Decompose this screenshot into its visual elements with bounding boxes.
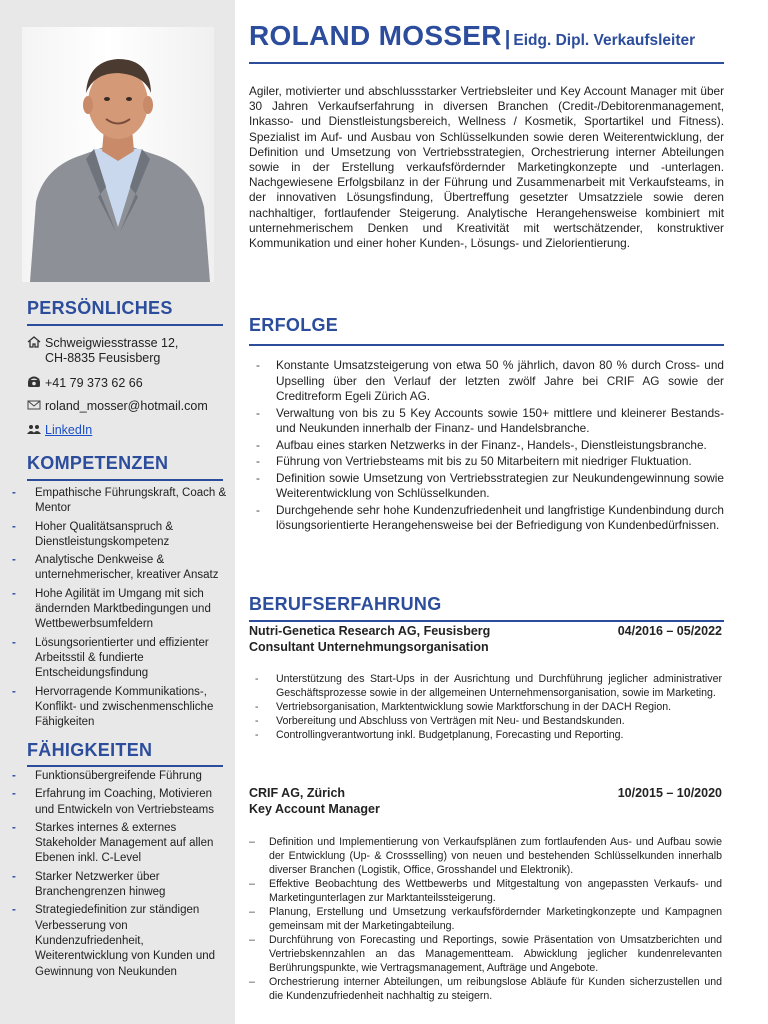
profile-photo (22, 27, 214, 282)
list-item: - Empathische Führungskraft, Coach & Mentor (12, 486, 230, 517)
list-item: - Starker Netzwerker über Branchengrenzen hinweg (12, 870, 230, 901)
page-header (249, 20, 695, 52)
candidate-title: Eidg. Dipl. Verkaufsleiter (513, 32, 696, 49)
list-item: - Durchgehende sehr hohe Kundenzufriedenheit und langfristige Kundenbindung durch lösungsorientierte Herangehensweise bei der Befriedigung von Kundenbedürfnissen. (249, 503, 724, 534)
skills-heading: FÄHIGKEITEN (27, 740, 153, 760)
list-item: - Hervorragende Kommunikations-, Konflikt- und zwischenmenschliche Fähigkeiten (12, 685, 230, 731)
home-icon (27, 336, 41, 348)
email-row (27, 399, 208, 414)
job-dates: 10/2015 – 10/2020 (617, 786, 722, 800)
linkedin-link[interactable]: LinkedIn (45, 423, 93, 437)
list-item: - Vorbereitung und Abschluss von Verträgen mit Neu- und Bestandskunden. (249, 714, 722, 728)
phone-icon (27, 376, 41, 388)
job-header (249, 623, 722, 655)
sidebar (0, 0, 235, 1024)
job-role: Key Account Manager (249, 802, 380, 816)
experience-heading: BERUFSERFAHRUNG (249, 594, 442, 614)
competencies-divider (27, 479, 223, 481)
list-item: - Controllingverantwortung inkl. Budgetplanung, Forecasting und Reporting. (249, 728, 722, 742)
list-item: – Effektive Beobachtung des Wettbewerbs und Mitgestaltung von angepassten Verkaufs- und Marketingunterlagen zur Marktanteilssteigerung. (249, 877, 722, 905)
list-item: - Definition sowie Umsetzung von Vertriebsstrategien zur Neukundengewinnung sowie Weiterentwicklung von Schlüsselkunden. (249, 471, 724, 502)
list-item: - Funktionsübergreifende Führung (12, 769, 230, 784)
achievements-divider (249, 344, 724, 346)
people-icon (27, 423, 41, 435)
list-item: - Lösungsorientierter und effizienter Arbeitsstil & fundierte Entscheidungsfindung (12, 636, 230, 682)
list-item: - Führung von Vertriebsteams mit bis zu 50 Mitarbeitern mit niedriger Fluktuation. (249, 454, 724, 470)
list-item: - Erfahrung im Coaching, Motivieren und Entwickeln von Vertriebsteams (12, 787, 230, 818)
job-duties-list (249, 672, 722, 742)
list-item: - Starkes internes & externes Stakeholder Management auf allen Ebenen inkl. C-Level (12, 821, 230, 867)
phone-number: +41 79 373 62 66 (45, 376, 143, 390)
profile-summary: Agiler, motivierter und abschlussstarker Vertriebsleiter und Key Account Manager mit über 30 Jahren Verkaufserfahrung in diversen Branchen (Credit-/Debitorenmanagement, Inkasso- und Dienstleistungsbereich, Wellness / Kosmetik, Sportartikel und Fitness). Spezialist im Auf- und Ausbau von Schlüsselkunden sowie deren Weiterentwicklung, der Definition und Umsetzung von Vertriebsstrategien, Orchestrierung interner Abteilungen sowie in der Erstellung verkaufsfördernder Marketingkonzepte und -unterlagen. Nachgewiesene Erfolgsbilanz in der Führung und Zusammenarbeit mit Verkaufsteams, in der innovativen Lösungsfindung, Übertreffung gesetzter Umsatzziele sowie deren nachhaltiger, fortlaufender Steigerung. Analytische Herangehensweise kombiniert mit unternehmerischem Denken und Kreativität mit wertschätzender, konstruktiver Kommunikation und einer hoher Kunden-, Lösungs- und Zielorientierung. (249, 84, 724, 251)
candidate-name: ROLAND MOSSER (249, 20, 502, 51)
email-icon (27, 399, 41, 411)
job-header (249, 785, 722, 817)
skills-list (12, 769, 230, 983)
list-item: - Hohe Agilität im Umgang mit sich ändernden Marktbedingungen und Wettbewerbsumfeldern (12, 587, 230, 633)
linkedin-row (27, 423, 92, 438)
experience-divider (249, 620, 724, 622)
competencies-list (12, 486, 230, 733)
list-item: – Definition und Implementierung von Verkaufsplänen zum fortlaufenden Aus- und Aufbau sowie der Entwicklung (Up- & Crossselling) von neuen und bestehenden Schlüsselkunden innerhalb diverser Branchen (Logistik, Office, Grosshandel und Elektronik). (249, 835, 722, 877)
skills-divider (27, 765, 223, 767)
portrait-illustration (22, 27, 214, 282)
list-item: - Konstante Umsatzsteigerung von etwa 50 % jährlich, davon 80 % durch Cross- und Upselling über den Verlauf der letzten zwölf Jahre bei CRIF AG sowie der Creditreform Egeli Zürich AG. (249, 358, 724, 405)
email-address[interactable]: roland_mosser@hotmail.com (45, 399, 208, 413)
title-separator: | (504, 28, 511, 50)
address-line2: CH-8835 Feusisberg (45, 351, 161, 365)
job-dates: 04/2016 – 05/2022 (617, 624, 722, 638)
list-item: - Vertriebsorganisation, Marktentwicklung sowie Marktforschung in der DACH Region. (249, 700, 722, 714)
achievements-list (249, 358, 724, 535)
job-company: Nutri-Genetica Research AG, Feusisberg (249, 624, 491, 638)
achievements-heading: ERFOLGE (249, 315, 339, 335)
personal-divider (27, 324, 223, 326)
list-item: - Aufbau eines starken Netzwerks in der Finanz-, Handels-, Dienstleistungsbranche. (249, 438, 724, 454)
list-item: - Verwaltung von bis zu 5 Key Accounts sowie 150+ mittlere und kleinerer Bestands- und Neukunden innerhalb der Finanz- und Handelsbranche. (249, 406, 724, 437)
list-item: - Strategiedefinition zur ständigen Verbesserung von Kundenzufriedenheit, Weiterentwicklung von Kunden und Gewinnung von Neukunden (12, 903, 230, 979)
list-item: – Durchführung von Forecasting und Reportings, sowie Präsentation von Umsatzberichten und Vertriebskennzahlen an das Managementteam. Abwicklung jeglicher kundenrelevanten Berührungspunkte, wie Vertragsmanagement, Aufträge und Angebote. (249, 933, 722, 975)
job-duties-list (249, 835, 722, 1003)
list-item: – Planung, Erstellung und Umsetzung verkaufsfördernder Marketingkonzepte und Kampagnen gemeinsam mit der Marketingabteilung. (249, 905, 722, 933)
list-item: - Analytische Denkweise & unternehmerischer, kreativer Ansatz (12, 553, 230, 584)
header-divider (249, 62, 724, 64)
job-company: CRIF AG, Zürich (249, 786, 346, 800)
list-item: - Hoher Qualitätsanspruch & Dienstleistungskompetenz (12, 520, 230, 551)
phone-row (27, 376, 143, 391)
address-line1: Schweigwiesstrasse 12, (45, 336, 179, 350)
competencies-heading: KOMPETENZEN (27, 453, 169, 473)
address (27, 336, 178, 366)
list-item: – Orchestrierung interner Abteilungen, um reibungslose Abläufe für Kunden sicherzustellen und die Kundenzufriedenheit nachhaltig zu steigern. (249, 975, 722, 1003)
personal-heading: PERSÖNLICHES (27, 298, 173, 318)
job-role: Consultant Unternehmungsorganisation (249, 640, 489, 654)
list-item: - Unterstützung des Start-Ups in der Ausrichtung und Durchführung jeglicher administrativer Geschäftsprozesse sowie in der allgemeinen Unternehmensorganisation, sowie im Marketing. (249, 672, 722, 700)
